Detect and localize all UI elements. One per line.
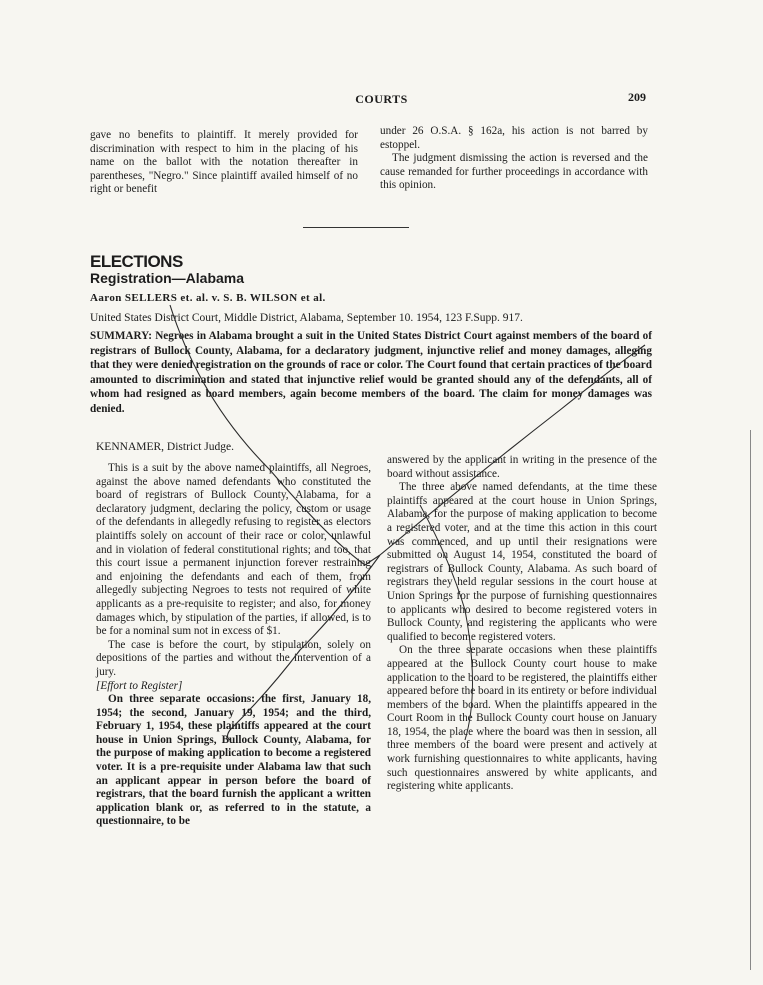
section-title: ELECTIONS	[90, 252, 183, 271]
judgment-paragraph: The judgment dismissing the action is reversed and the cause remanded for further proceedings in accordance with this opinion.	[380, 152, 648, 192]
effort-to-register-heading: [Effort to Register]	[96, 679, 183, 692]
pen-stroke-lower-left	[228, 555, 381, 740]
pen-stroke-upper-left	[170, 305, 380, 565]
opinion-paragraph-5: The three above named defendants, at the time these plaintiffs appeared at the court house in Union Springs, Alabama, for the purpose of making application to become a registered voter, and at the time this action in this court was commenced, and up until their resignations were submitted on August 14, 1954, constituted the board of registrars of Bullock County, Alabama. As such board of registrars they held regular sessions in the court house at Union Springs for the purpose of furnishing questionnaires to applicants who desired to become registered voters in Bullock County, and registering the applicants who were qualified to become registered voters.	[387, 481, 657, 643]
summary-label: SUMMARY:	[90, 330, 152, 342]
continued-text-left: gave no benefits to plaintiff. It merely provided for discrimination with respect to him in the placing of his name on the ballot with the notation thereafter in parentheses, "Negro." Since plaintiff availed himself of no right or benefit	[90, 129, 358, 196]
court-citation: United States District Court, Middle District, Alabama, September 10. 1954, 123 F.Supp. 917.	[90, 312, 523, 324]
opinion-paragraph-4: answered by the applicant in writing in the presence of the board without assistance.	[387, 454, 657, 480]
opinion-paragraph-1: This is a suit by the above named plaintiffs, all Negroes, against the above named defendants who constituted the board of registrars of Bullock County, Alabama, for a declaratory judgment, declaring the policy, custom or usage of the defendants in allegedly refusing to register as electors plaintiffs solely on account of their race or color, unlawful and in violation of federal constitutional rights; and too, that this court issue a permanent injunction forever restraining and enjoining the defendants and each of them, from allegedly subjecting Negroes to tests not required of white applicants as a pre-requisite to register; and also, for money damages which, by stipulation of the parties, if allowed, is to be for a nominal sum not in excess of $1.	[96, 462, 371, 638]
continued-text-right: under 26 O.S.A. § 162a, his action is not barred by estoppel.	[380, 125, 648, 151]
pen-stroke-upper-right	[380, 345, 645, 555]
running-header: COURTS	[355, 92, 408, 106]
summary-text: Negroes in Alabama brought a suit in the United States District Court against members of the board of registrars of Bullock County, Alabama, for a declaratory judgment, injunctive relief and money damages, alleging that they were denied registration on the grounds of race or color. The Court found that certain practices of the board amounted to discrimination and stated that injunctive relief would be granted should any of the defendants, all of whom had resigned as board members, again become members of the board. The claim for money damages was denied.	[90, 330, 652, 415]
judge-name: KENNAMER, District Judge.	[96, 441, 234, 453]
opinion-paragraph-6: On the three separate occasions when these plaintiffs appeared at the Bullock County court house to make application to the board to be registered, the plaintiffs either appeared before the board in its entirety or before individual members of the board. When the plaintiffs appeared in the Court Room in the Bullock County court house on January 18, 1954, the place where the board was then in session, all three members of the board were present and actively at work furnishing questionnaires to white applicants, having such questionnaires answered by white applicants, and registering white applicants.	[387, 644, 657, 793]
opinion-paragraph-2: The case is before the court, by stipulation, solely on depositions of the parties and without the intervention of a jury.	[96, 638, 371, 678]
opinion-paragraph-3: On three separate occasions: the first, January 18, 1954; the second, January 19, 1954; and the third, February 1, 1954, these plaintiffs appeared at the court house in Union Springs, Bullock County, Alabama, for the purpose of making application to become a registered voter. It is a pre-requisite under Alabama law that such an applicant appear in person before the board of registrars, that the board furnish the applicant a written application blank or, as referred to in the statute, a questionnaire, to be	[96, 693, 371, 828]
page-number: 209	[628, 90, 646, 104]
pen-stroke-lower-right	[420, 505, 473, 740]
subsection-title: Registration—Alabama	[90, 270, 245, 286]
case-name: Aaron SELLERS et. al. v. S. B. WILSON et al.	[90, 292, 326, 304]
